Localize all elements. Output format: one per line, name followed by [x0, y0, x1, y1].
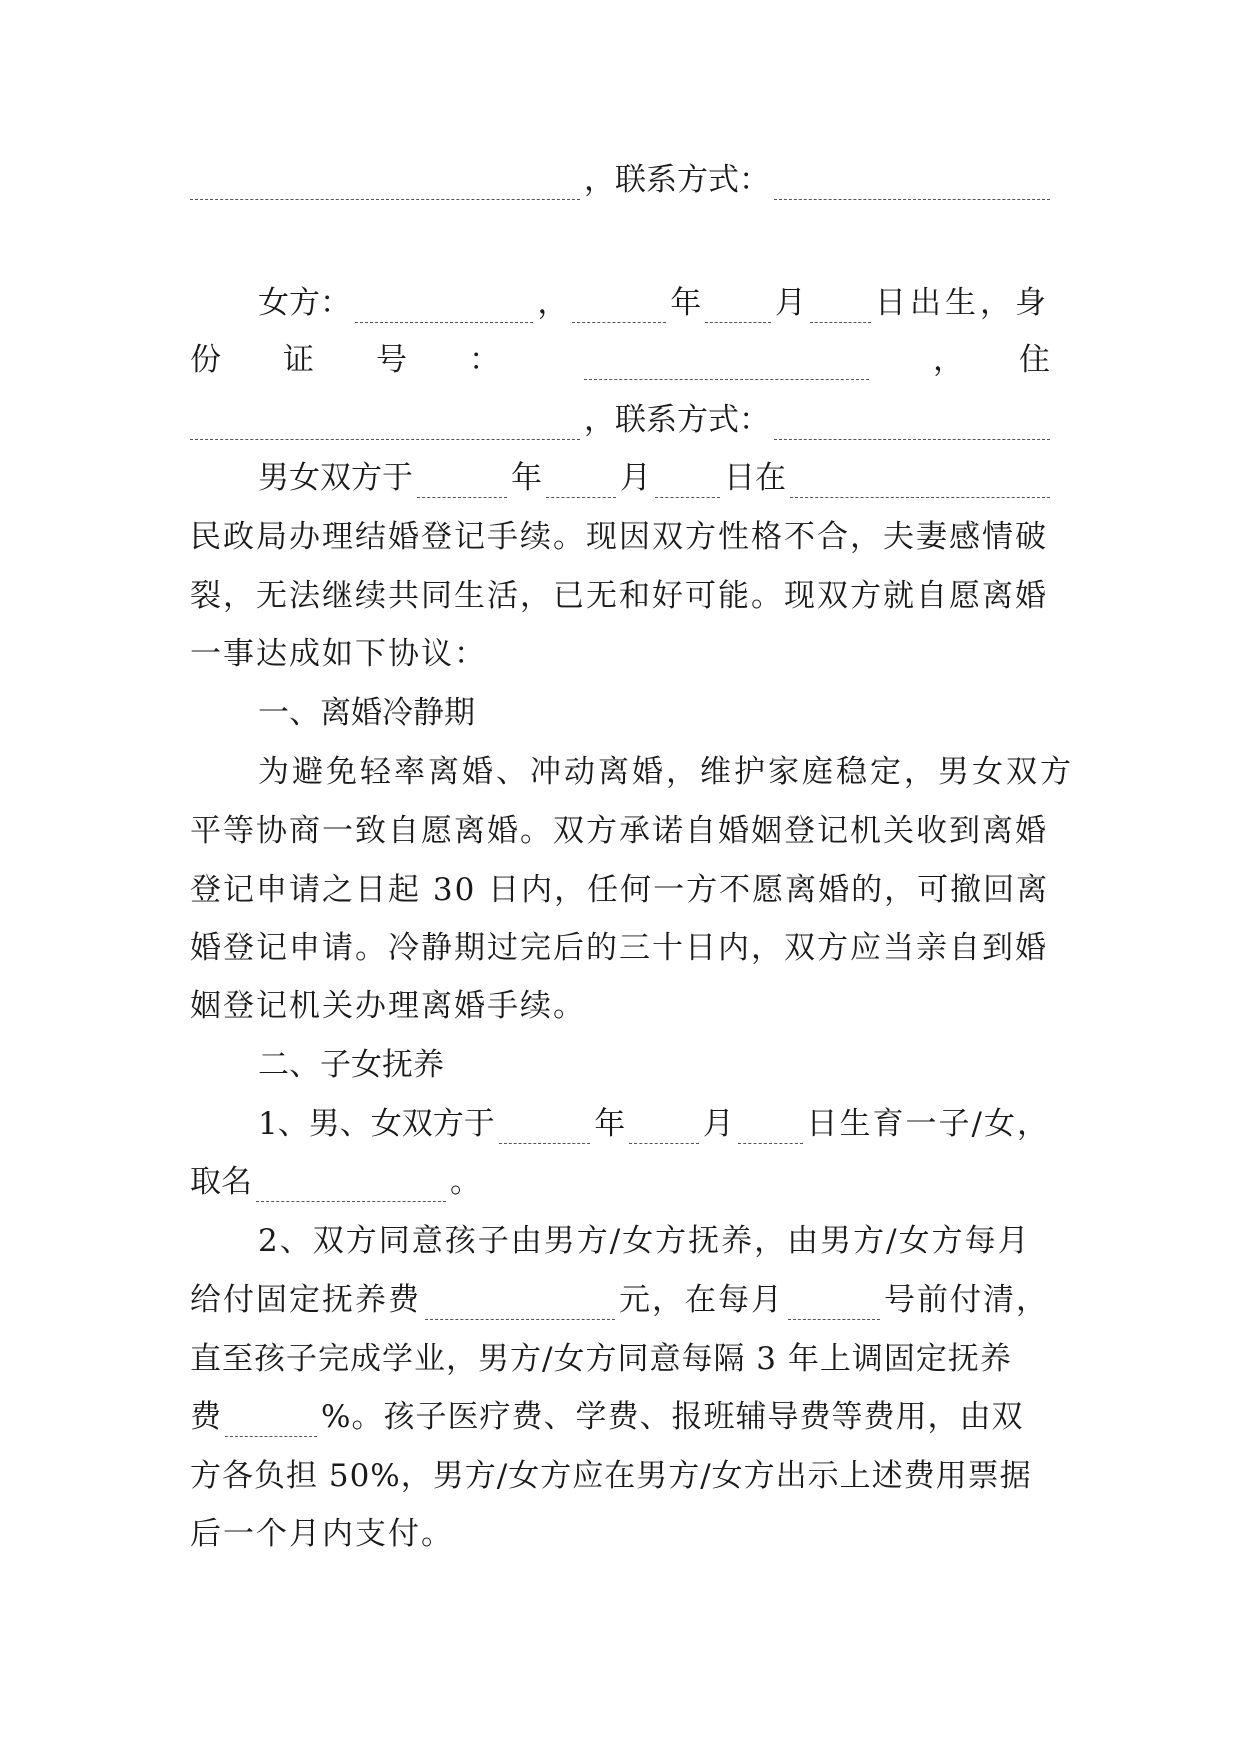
year-label: 年	[670, 285, 702, 321]
id-char: 号	[376, 342, 407, 378]
marriage-intro-line	[258, 458, 1050, 498]
blank-child-month[interactable]	[629, 1113, 699, 1144]
support-amount-line	[190, 1280, 1050, 1320]
year-label: 年	[511, 460, 542, 496]
contact-label: ，联系方式：	[584, 162, 770, 198]
blank-birth-month[interactable]	[705, 292, 771, 323]
paragraph-line: 为避免轻率离婚、冲动离婚，维护家庭稳定，男女双方	[258, 754, 1074, 790]
blank-birth-day[interactable]	[810, 292, 871, 323]
female-contact-line	[190, 400, 1050, 440]
name-label: 取名	[190, 1164, 252, 1200]
section2-heading: 二、子女抚养	[258, 1047, 444, 1083]
blank-marriage-month[interactable]	[546, 467, 616, 498]
paragraph-line: 直至孩子完成学业，男方/女方同意每隔 3 年上调固定抚养	[190, 1341, 1012, 1377]
residence-label: 住	[1019, 342, 1050, 378]
fee-label: 费	[190, 1399, 221, 1435]
blank-increase-percent[interactable]	[225, 1406, 317, 1437]
fee-detail: %。孩子医疗费、学费、报班辅导费等费用，由双	[321, 1399, 1024, 1435]
blank-marriage-year[interactable]	[417, 467, 507, 498]
blank-contact[interactable]	[774, 169, 1050, 200]
paragraph-line: 2、双方同意孩子由男方/女方抚养，由男方/女方每月	[258, 1223, 1031, 1259]
id-char: ：	[469, 342, 500, 378]
paragraph-line: 方各负担 50%，男方/女方应在男方/女方出示上述费用票据	[190, 1458, 1032, 1494]
paragraph-line: 一事达成如下协议：	[190, 636, 487, 672]
item1-suffix: 日生育一子/女，	[806, 1106, 1050, 1142]
month-label: 月	[620, 460, 651, 496]
paragraph-line: 姻登记机关办理离婚手续。	[190, 988, 586, 1024]
support-label: 给付固定抚养费	[190, 1282, 421, 1318]
blank-address[interactable]	[190, 169, 580, 200]
blank-marriage-place[interactable]	[790, 467, 1050, 498]
yuan-label: 元，在每月	[619, 1282, 784, 1318]
payment-label: 号前付清，	[884, 1282, 1049, 1318]
comma: ，	[933, 342, 964, 378]
month-label: 月	[702, 1106, 734, 1142]
blank-payment-day[interactable]	[788, 1289, 880, 1320]
paragraph-line: 婚登记申请。冷静期过完后的三十日内，双方应当亲自到婚	[190, 930, 1048, 966]
blank-child-day[interactable]	[738, 1113, 803, 1144]
item1-prefix: 1、男、女双方于	[258, 1106, 495, 1142]
blank-child-year[interactable]	[499, 1113, 591, 1144]
intro-prefix: 男女双方于	[258, 460, 413, 496]
paragraph-line: 平等协商一致自愿离婚。双方承诺自婚姻登记机关收到离婚	[190, 813, 1048, 849]
paragraph-line: 民政局办理结婚登记手续。现因双方性格不合，夫妻感情破	[190, 519, 1048, 555]
blank-female-contact[interactable]	[774, 409, 1050, 440]
year-label: 年	[594, 1106, 626, 1142]
section1-heading: 一、离婚冷静期	[258, 695, 475, 731]
month-label: 月	[774, 285, 806, 321]
day-at-label: 日在	[724, 460, 786, 496]
blank-female-name[interactable]	[355, 292, 533, 323]
id-number-line	[190, 340, 1050, 380]
birth-label: 日出生，身	[875, 285, 1050, 321]
child-name-line	[190, 1162, 1050, 1202]
blank-support-amount[interactable]	[425, 1289, 615, 1320]
id-char: 证	[283, 342, 314, 378]
blank-marriage-day[interactable]	[655, 467, 720, 498]
blank-child-name[interactable]	[256, 1171, 446, 1202]
blank-birth-year[interactable]	[572, 292, 666, 323]
contact-label: ，联系方式：	[584, 402, 770, 438]
support-increase-line	[190, 1397, 1050, 1437]
comma: ，	[537, 285, 569, 321]
female-label: 女方：	[258, 285, 351, 321]
id-char: 份	[190, 342, 221, 378]
period: 。	[450, 1164, 481, 1200]
child-birth-line	[258, 1104, 1050, 1144]
paragraph-line: 裂，无法继续共同生活，已无和好可能。现双方就自愿离婚	[190, 578, 1048, 614]
female-party-line	[258, 283, 1050, 323]
paragraph-line: 登记申请之日起 30 日内，任何一方不愿离婚的，可撤回离	[190, 872, 1050, 908]
contact-line-top	[190, 160, 1050, 200]
blank-female-address[interactable]	[190, 409, 580, 440]
paragraph-line: 后一个月内支付。	[190, 1516, 454, 1552]
blank-id-number[interactable]	[584, 349, 869, 380]
